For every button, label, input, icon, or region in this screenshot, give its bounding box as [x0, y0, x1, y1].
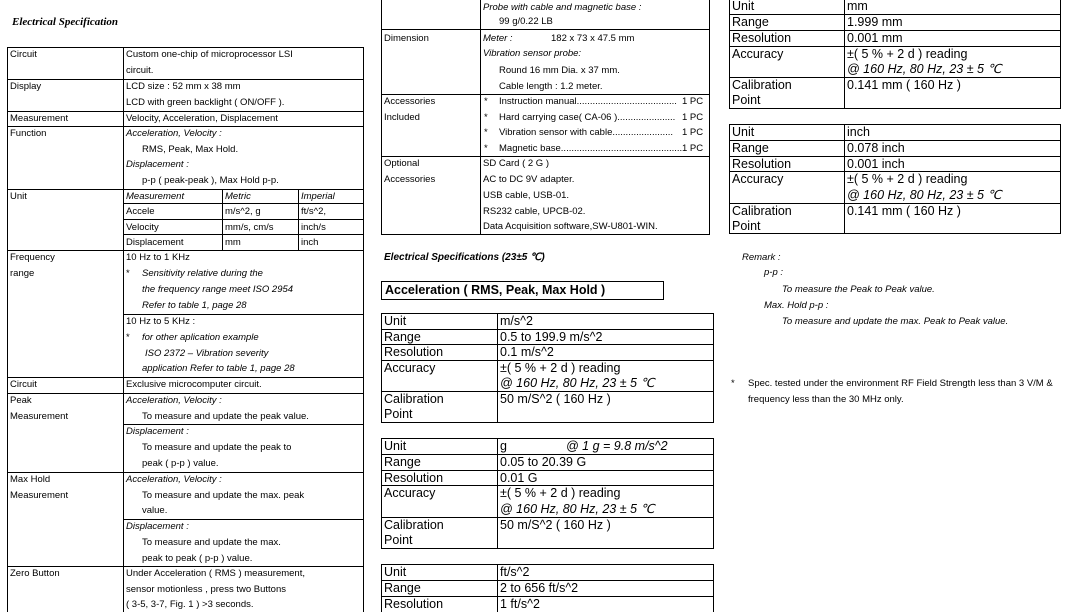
row-label-measurement: Measurement [10, 113, 69, 124]
frequency-line: 10 Hz to 5 KHz : [126, 316, 196, 327]
frequency-line: Sensitivity relative during the [142, 268, 263, 279]
spec-label: Unit [732, 0, 755, 13]
circuit-2-value: Exclusive microcomputer circuit. [126, 379, 262, 390]
spec-value: 2 to 656 ft/s^2 [500, 581, 579, 595]
accessory-item: Vibration sensor with cable....................... [499, 127, 674, 138]
weight-line: Probe with cable and magnetic base : [483, 2, 642, 13]
unit-cell: inch/s [301, 222, 326, 233]
unit-header-imperial: Imperial [301, 191, 335, 202]
spec-value: @ 160 Hz, 80 Hz, 23 ± 5 ℃ [500, 502, 655, 516]
spec-value: ±( 5 % + 2 d ) reading [847, 172, 968, 186]
spec-value: 0.05 to 20.39 G [500, 455, 587, 469]
bullet: * [484, 112, 488, 123]
unit-cell: Accele [126, 206, 155, 217]
spec-value: 0.001 inch [847, 157, 905, 171]
row-label-dimension: Dimension [384, 33, 429, 44]
bullet: * [484, 143, 488, 154]
dimension-line: Vibration sensor probe: [483, 48, 582, 59]
max-hold-line: Acceleration, Velocity : [126, 474, 222, 485]
spec-value: 0.1 m/s^2 [500, 345, 554, 359]
peak-line: Displacement : [126, 426, 189, 437]
max-hold-line: value. [142, 505, 168, 516]
spec-label: Unit [732, 125, 755, 139]
spec-label: Calibration [732, 204, 792, 218]
bullet: * [484, 127, 488, 138]
dimension-line: Meter : [483, 33, 513, 44]
frequency-line: 10 Hz to 1 KHz [126, 252, 190, 263]
spec-value: 0.141 mm ( 160 Hz ) [847, 78, 961, 92]
spec-value: ft/s^2 [500, 565, 530, 579]
frequency-line: Refer to table 1, page 28 [142, 300, 247, 311]
spec-value: 0.141 mm ( 160 Hz ) [847, 204, 961, 218]
spec-label: Range [384, 581, 421, 595]
frequency-line: application Refer to table 1, page 28 [142, 363, 295, 374]
spec-value: 50 m/S^2 ( 160 Hz ) [500, 392, 611, 406]
bullet: * [484, 96, 488, 107]
dimension-line: Round 16 mm Dia. x 37 mm. [499, 65, 620, 76]
unit-header-measurement: Measurement [126, 191, 185, 202]
spec-label: Calibration [384, 518, 444, 532]
max-hold-line: To measure and update the max. peak [142, 490, 305, 501]
peak-line: To measure and update the peak to [142, 442, 292, 453]
accessory-item: Instruction manual...................................... [499, 96, 677, 107]
spec-value: @ 160 Hz, 80 Hz, 23 ± 5 ℃ [847, 188, 1002, 202]
zero-button-line: ( 3-5, 3-7, Fig. 1 ) >3 seconds. [126, 599, 254, 610]
peak-line: Acceleration, Velocity : [126, 395, 222, 406]
zero-button-line: Under Acceleration ( RMS ) measurement, [126, 568, 305, 579]
max-hold-line: To measure and update the max. [142, 537, 281, 548]
spec-label: Resolution [732, 31, 792, 45]
spec-label: Resolution [384, 471, 444, 485]
zero-button-line: sensor motionless , press two Buttons [126, 584, 286, 595]
circuit-value: Custom one-chip of microprocessor LSI [126, 49, 293, 60]
spec-value: ±( 5 % + 2 d ) reading [500, 361, 621, 375]
bullet: * [126, 332, 130, 343]
spec-label: Accuracy [732, 47, 784, 61]
accessory-qty: 1 PC [682, 112, 704, 123]
weight-line: 99 g/0.22 LB [499, 16, 553, 27]
spec-label: Accuracy [384, 361, 436, 375]
section-title: Electrical Specification [12, 16, 119, 28]
optional-item: Data Acquisition software,SW-U801-WIN. [483, 221, 658, 232]
row-label-function: Function [10, 128, 47, 139]
spec-label: Unit [384, 439, 407, 453]
row-label-circuit-2: Circuit [10, 379, 37, 390]
spec-label: Range [384, 455, 421, 469]
spec-value: 1 ft/s^2 [500, 597, 540, 611]
row-label-optional: Optional [384, 158, 420, 169]
row-label-accessories: Accessories [384, 96, 436, 107]
spec-label: Point [732, 219, 761, 233]
row-label-range: range [10, 268, 35, 279]
row-label-frequency: Frequency [10, 252, 55, 263]
unit-cell: inch [301, 237, 319, 248]
spec-label: Calibration [384, 392, 444, 406]
spec-value: 50 m/S^2 ( 160 Hz ) [500, 518, 611, 532]
spec-label: Accuracy [732, 172, 784, 186]
spec-value: @ 160 Hz, 80 Hz, 23 ± 5 ℃ [847, 62, 1002, 76]
function-line: Displacement : [126, 159, 189, 170]
spec-value: 1.999 mm [847, 15, 903, 29]
unit-cell: Displacement [126, 237, 184, 248]
spec-label: Accuracy [384, 486, 436, 500]
spec-value: 0.001 mm [847, 31, 903, 45]
spec-value: ±( 5 % + 2 d ) reading [847, 47, 968, 61]
spec-label: Point [384, 407, 413, 421]
spec-label: Calibration [732, 78, 792, 92]
row-label-unit: Unit [10, 191, 27, 202]
remark-pp: p-p : [764, 267, 784, 278]
accessory-qty: 1 PC [682, 143, 704, 154]
max-hold-line: Displacement : [126, 521, 189, 532]
column-divider [123, 47, 124, 612]
row-label-peak: Peak [10, 395, 32, 406]
frequency-line: the frequency range meet ISO 2954 [142, 284, 294, 295]
electrical-spec-heading: Electrical Specifications (23±5 ℃) [384, 252, 545, 263]
spec-label: Range [732, 15, 769, 29]
row-label-zero-button: Zero Button [10, 568, 60, 579]
circuit-value-2: circuit. [126, 65, 154, 76]
max-hold-line: peak to peak ( p-p ) value. [142, 553, 253, 564]
measurement-value: Velocity, Acceleration, Displacement [126, 113, 278, 124]
optional-item: AC to DC 9V adapter. [483, 174, 575, 185]
spec-label: Range [384, 330, 421, 344]
dimension-line: 182 x 73 x 47.5 mm [551, 33, 635, 44]
spec-value: ±( 5 % + 2 d ) reading [500, 486, 621, 500]
row-label-optional-accessories: Accessories [384, 174, 436, 185]
unit-cell: ft/s^2, [301, 206, 327, 217]
peak-line: peak ( p-p ) value. [142, 458, 219, 469]
spec-value: 0.078 inch [847, 141, 905, 155]
bullet: * [731, 378, 735, 389]
spec-label: Point [732, 93, 761, 107]
accessory-qty: 1 PC [682, 96, 704, 107]
accessory-item: Hard carrying case( CA-06 )...................... [499, 112, 676, 123]
spec-value: 0.5 to 199.9 m/s^2 [500, 330, 603, 344]
unit-cell: mm [225, 237, 241, 248]
dimension-line: Cable length : 1.2 meter. [499, 81, 603, 92]
spec-label: Resolution [384, 597, 444, 611]
function-line: p-p ( peak-peak ), Max Hold p-p. [142, 175, 279, 186]
spec-value: @ 160 Hz, 80 Hz, 23 ± 5 ℃ [500, 376, 655, 390]
function-line: RMS, Peak, Max Hold. [142, 144, 239, 155]
peak-line: To measure and update the peak value. [142, 411, 309, 422]
spec-label: Unit [384, 314, 407, 328]
spec-label: Resolution [384, 345, 444, 359]
accessory-qty: 1 PC [682, 127, 704, 138]
spec-value: inch [847, 125, 870, 139]
frequency-line: for other aplication example [142, 332, 259, 343]
unit-cell: Velocity [126, 222, 159, 233]
row-label-display: Display [10, 81, 42, 92]
spec-label: Resolution [732, 157, 792, 171]
spec-value: m/s^2 [500, 314, 533, 328]
unit-header-metric: Metric [225, 191, 251, 202]
acceleration-title: Acceleration ( RMS, Peak, Max Hold ) [385, 283, 606, 297]
spec-value: @ 1 g = 9.8 m/s^2 [566, 439, 668, 453]
optional-item: SD Card ( 2 G ) [483, 158, 549, 169]
bullet: * [126, 268, 130, 279]
row-label-circuit: Circuit [10, 49, 37, 60]
remark-max-desc: To measure and update the max. Peak to Peak value. [782, 316, 1009, 327]
remark-max: Max. Hold p-p : [764, 300, 829, 311]
spec-label: Unit [384, 565, 407, 579]
display-value: LCD size : 52 mm x 38 mm [126, 81, 241, 92]
row-label-max-hold-measurement: Measurement [10, 490, 69, 501]
spec-value: mm [847, 0, 868, 13]
spec-value: 0.01 G [500, 471, 538, 485]
accessory-item: Magnetic base.............................................. [499, 143, 683, 154]
optional-item: RS232 cable, UPCB-02. [483, 206, 586, 217]
unit-cell: mm/s, cm/s [225, 222, 274, 233]
note-line: frequency less than the 30 MHz only. [748, 394, 904, 405]
spec-value: g [500, 439, 507, 453]
row-label-max-hold: Max Hold [10, 474, 51, 485]
function-line: Acceleration, Velocity : [126, 128, 222, 139]
remark-title: Remark : [742, 252, 781, 263]
optional-item: USB cable, USB-01. [483, 190, 570, 201]
frequency-line: ISO 2372 – Vibration severity [145, 348, 269, 359]
unit-cell: m/s^2, g [225, 206, 261, 217]
display-value-2: LCD with green backlight ( ON/OFF ). [126, 97, 285, 108]
spec-label: Point [384, 533, 413, 547]
remark-pp-desc: To measure the Peak to Peak value. [782, 284, 935, 295]
row-label-included: Included [384, 112, 420, 123]
spec-label: Range [732, 141, 769, 155]
note-line: Spec. tested under the environment RF Field Strength less than 3 V/M & [748, 378, 1053, 389]
row-label-peak-measurement: Measurement [10, 411, 69, 422]
